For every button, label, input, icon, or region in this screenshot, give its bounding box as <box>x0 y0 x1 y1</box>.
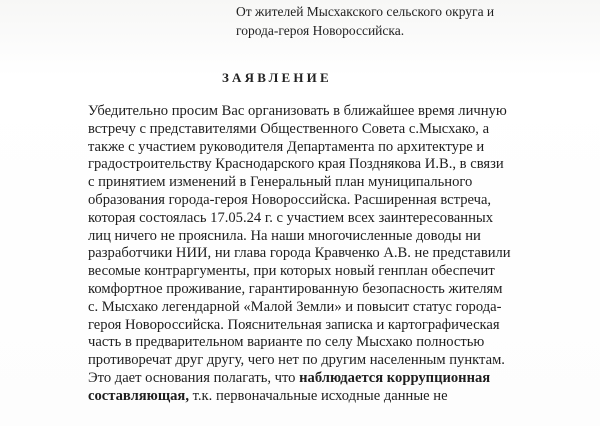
body-line: весомые контраргументы, при которых новый генплан обеспечит <box>88 263 495 280</box>
body-line: героя Новороссийска. Пояснительная записка и картографическая <box>88 316 500 333</box>
body-line: лиц ничего не прояснила. На наши многочисленные доводы ни <box>88 227 481 244</box>
body-text: т.к. первоначальные исходные данные не <box>188 387 448 404</box>
body-line: разработчики НИИ, ни глава города Кравченко А.В. не представили <box>88 245 511 262</box>
body-line: часть в предварительном варианте по селу Мысхако полностью <box>88 334 485 351</box>
document-title: ЗАЯВЛЕНИЕ <box>222 70 332 85</box>
document-body <box>88 103 588 406</box>
sender-line-1: От жителей Мысхакского сельского округа и <box>236 4 495 19</box>
body-text: Это дает основания полагать, что <box>88 369 300 386</box>
body-line: образования города-героя Новороссийска. Расширенная встреча, <box>88 191 492 208</box>
body-line: градостроительству Краснодарского края Позднякова И.В., в связи <box>88 156 504 173</box>
body-line: также с участием руководителя Департамента по архитектуре и <box>88 138 485 155</box>
body-line-mixed <box>88 370 588 388</box>
sender-line-2: города-героя Новороссийска. <box>236 23 405 38</box>
body-line: противоречат друг другу, чего нет по другим населенным пунктам. <box>88 352 505 369</box>
body-line: встречу с представителями Общественного Совета с.Мысхако, а <box>88 120 490 137</box>
body-line-mixed <box>88 388 588 406</box>
body-bold-text: наблюдается коррупционная <box>299 369 491 386</box>
body-line: с. Мысхако легендарной «Малой Земли» и повысит статус города- <box>88 298 502 315</box>
body-line: Убедительно просим Вас организовать в ближайшее время личную <box>88 103 507 119</box>
body-line: комфортное проживание, гарантированную безопасность жителям <box>88 280 503 297</box>
body-line: с принятием изменений в Генеральный план муниципального <box>88 174 473 191</box>
body-bold-text: составляющая, <box>88 387 189 404</box>
sender-block <box>236 2 494 40</box>
body-line: которая состоялась 17.05.24 г. с участием всех заинтересованных <box>88 209 493 226</box>
